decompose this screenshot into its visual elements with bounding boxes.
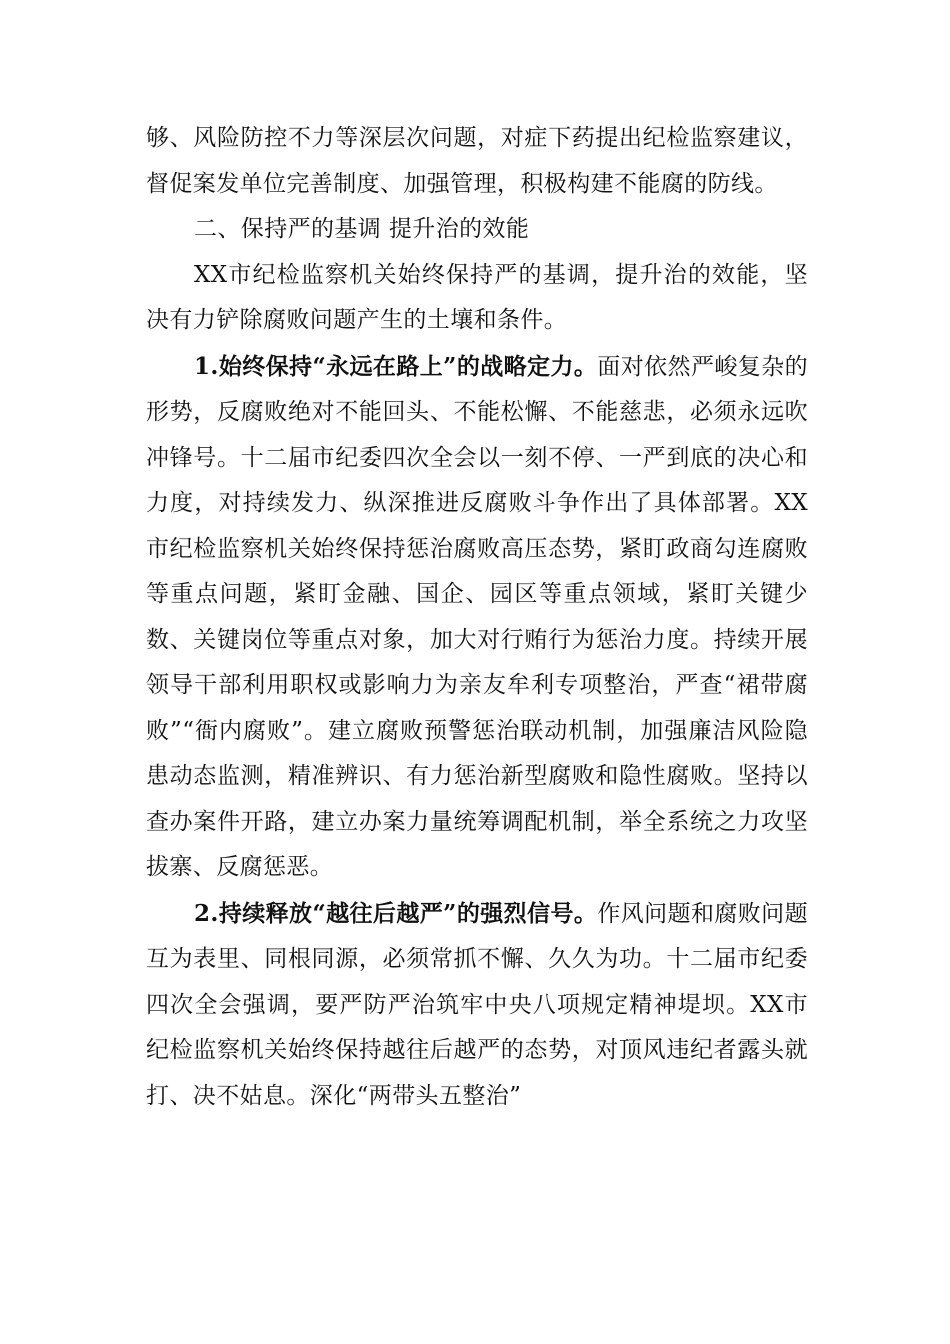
item-1-paragraph <box>146 344 808 891</box>
item-2-lead: 2.持续释放“越往后越严”的强烈信号。 <box>194 899 598 927</box>
paragraph-continued: 够、风险防控不力等深层次问题，对症下药提出纪检监察建议，督促案发单位完善制度、加强管理，积极构建不能腐的防线。 <box>146 125 808 197</box>
section-heading: 二、保持严的基调 提升治的效能 <box>194 216 530 242</box>
item-1-body: 面对依然严峻复杂的形势，反腐败绝对不能回头、不能松懈、不能慈悲，必须永远吹冲锋号。十二届市纪委四次全会以一刻不停、一严到底的决心和力度，对持续发力、纵深推进反腐败斗争作出了具体部署。XX市纪检监察机关始终保持惩治腐败高压态势，紧盯政商勾连腐败等重点问题，紧盯金融、国企、园区等重点领域，紧盯关键少数、关键岗位等重点对象，加大对行贿行为惩治力度。持续开展领导干部利用职权或影响力为亲友牟利专项整治，严查“裙带腐败”“衙内腐败”。建立腐败预警惩治联动机制，加强廉洁风险隐患动态监测，精准辨识、有力惩治新型腐败和隐性腐败。坚持以查办案件开路，建立办案力量统筹调配机制，举全系统之力攻坚拔寨、反腐惩恶。 <box>146 353 808 880</box>
item-2-paragraph <box>146 891 808 1120</box>
item-1-lead: 1.始终保持“永远在路上”的战略定力。 <box>194 352 598 380</box>
item-2-body: 作风问题和腐败问题互为表里、同根同源，必须常抓不懈、久久为功。十二届市纪委四次全会强调，要严防严治筑牢中央八项规定精神堤坝。XX市纪检监察机关始终保持越往后越严的态势，对顶风违纪者露头就打、决不姑息。深化“两带头五整治” <box>146 900 808 1109</box>
document-page <box>146 116 808 1119</box>
paragraph-intro: XX市纪检监察机关始终保持严的基调，提升治的效能，坚决有力铲除腐败问题产生的土壤和条件。 <box>146 261 808 333</box>
